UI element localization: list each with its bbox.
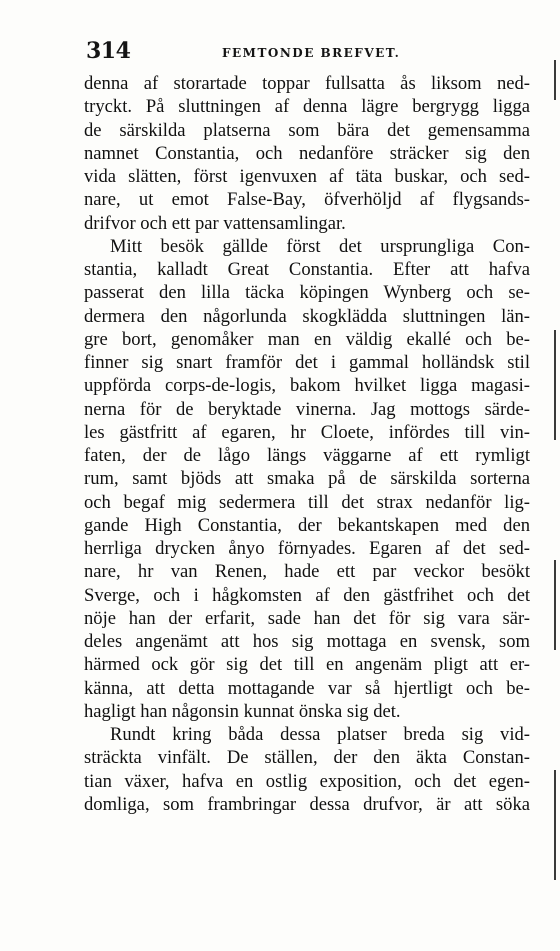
text-line: och begaf mig sedermera till det strax nedanför lig-: [84, 491, 530, 513]
text-line: tian växer, hafva en ostlig exposition, och det egen-: [84, 770, 530, 792]
text-line: herrliga drycken ånyo förnyades. Egaren af det sed-: [84, 538, 530, 559]
paragraph: [84, 235, 530, 723]
running-title: FEMTONDE BREFVET.: [222, 46, 401, 60]
text-line: nare, hr van Renen, hade ett par veckor besökt: [84, 561, 530, 583]
text-line: känna, att detta mottagande var så hjertligt och be-: [84, 677, 530, 699]
paragraph: [84, 72, 530, 235]
page-edge-mark: [554, 560, 556, 650]
text-line: Rundt kring båda dessa platser breda sig vid-: [110, 724, 530, 745]
body-text: [84, 72, 530, 816]
text-line: stantia, kalladt Great Constantia. Efter att hafva: [84, 259, 530, 280]
text-line: finner sig snart framför det i gammal holländsk stil: [84, 352, 530, 373]
text-line: Sverge, och i hågkomsten af den gästfrihet och det: [84, 584, 530, 606]
text-line: les gästfritt af egaren, hr Cloete, infördes till vin-: [84, 421, 530, 443]
text-line: uppförda corps-de-logis, bakom hvilket ligga magasi-: [84, 375, 530, 397]
running-head: [86, 38, 526, 66]
text-line: tryckt. På sluttningen af denna lägre bergrygg ligga: [84, 96, 530, 118]
text-line: vida slätten, först igenvuxen af täta buskar, och sed-: [84, 166, 530, 187]
page-edge-mark: [554, 60, 556, 100]
text-line: drifvor och ett par vattensamlingar.: [84, 212, 346, 234]
text-line: passerat den lilla täcka köpingen Wynberg och se-: [84, 282, 530, 304]
text-line: Mitt besök gällde först det ursprungliga Con-: [110, 235, 530, 257]
text-line: gande High Constantia, der bekantskapen med den: [84, 514, 530, 536]
page-edge-mark: [554, 330, 556, 440]
text-line: de särskilda platserna som bära det gemensamma: [84, 119, 530, 141]
text-line: härmed ock gör sig det till en angenäm pligt att er-: [84, 654, 530, 676]
text-line: denna af storartade toppar fullsatta ås liksom ned-: [84, 73, 530, 94]
text-line: rum, samt bjöds att smaka på de särskilda sorterna: [84, 468, 530, 490]
text-line: sträckta vinfält. De ställen, der den äkta Constan-: [84, 747, 530, 769]
text-line: domliga, som frambringar dessa drufvor, är att söka: [84, 793, 530, 815]
text-line: dermera den någorlunda skogklädda sluttningen län-: [84, 305, 530, 327]
page-edge-mark: [554, 770, 556, 880]
text-line: deles angenämt att hos sig mottaga en svensk, som: [84, 631, 530, 652]
page-number: 314: [86, 38, 131, 64]
text-line: gre bort, genomåker man en väldig ekallé och be-: [84, 328, 530, 350]
text-line: nerna för de beryktade vinerna. Jag mottogs särde-: [84, 398, 530, 420]
text-line: namnet Constantia, och nedanföre sträcker sig den: [84, 142, 530, 164]
paragraph: [84, 723, 530, 816]
text-line: nare, ut emot False-Bay, öfverhöljd af flygsands-: [84, 189, 530, 211]
text-line: hagligt han någonsin kunnat önska sig det.: [84, 700, 401, 722]
text-line: faten, der de lågo längs väggarne af ett rymligt: [84, 445, 530, 466]
text-line: nöje han der erfarit, sade han det för sig vara sär-: [84, 607, 530, 629]
